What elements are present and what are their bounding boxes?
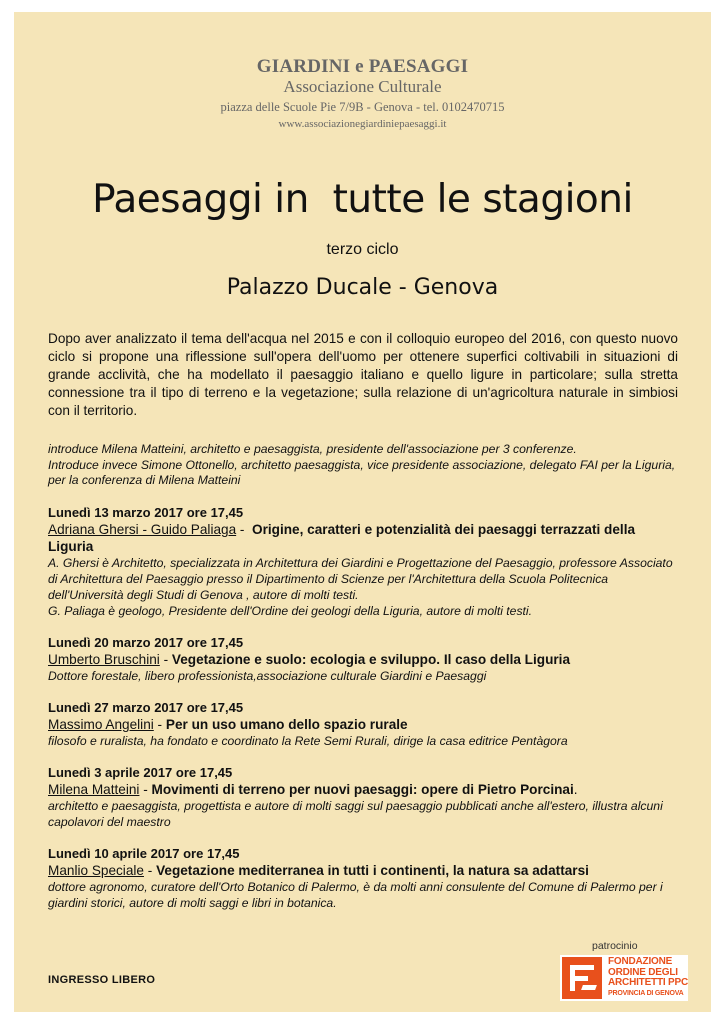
event-item [48,699,680,749]
event-item [48,634,680,684]
fondazione-architetti-logo [560,955,688,1001]
patronage-label: patrocinio [592,940,638,952]
org-title: GIARDINI e PAESAGGI [256,56,469,77]
page-title: Paesaggi in tutte le stagioni [92,177,633,222]
event-description: architetto e paesaggista, progettista e autore di molti saggi sul paesaggio pubblicati anche all'estero, illustra alcuni capolavori del maestro [48,799,663,829]
cycle-subtitle: terzo ciclo [326,241,399,258]
event-speaker: Umberto Bruschini [48,652,160,667]
event-separator: - [139,782,152,797]
event-date: Lunedì 20 marzo 2017 ore 17,45 [48,635,244,650]
event-date: Lunedì 10 aprile 2017 ore 17,45 [48,846,240,861]
event-separator: - [153,717,166,732]
venue: Palazzo Ducale - Genova [226,275,499,300]
event-separator: - [236,522,253,537]
event-topic: Movimenti di terreno per nuovi paesaggi: opere di Pietro Porcinai [151,782,574,797]
event-item [48,504,680,619]
event-description: G. Paliaga è geologo, Presidente dell'Ordine dei geologi della Liguria, autore di molti testi. [48,604,533,618]
event-line [48,862,680,879]
event-date: Lunedì 27 marzo 2017 ore 17,45 [48,700,244,715]
logo-line: PROVINCIA DI GENOVA [608,989,684,997]
event-item [48,845,680,911]
event-list [48,504,680,926]
event-separator: - [159,652,172,667]
event-line [48,651,680,668]
event-description: A. Ghersi è Architetto, specializzata in Architettura dei Giardini e Progettazione del Paesaggio, professore Associato di Architettura del Paesaggio presso il Dipartimento di Scienze per l'Architettura della Scuola Politecnica dell'Università degli Studi di Genova , autore di molti testi. [48,556,673,602]
event-description: Dottore forestale, libero professionista,associazione culturale Giardini e Paesaggi [48,669,487,683]
event-description: filosofo e ruralista, ha fondato e coordinato la Rete Semi Rurali, dirige la casa editrice Pentàgora [48,734,568,748]
poster [14,12,711,1012]
presenter-line: Introduce invece Simone Ottonello, architetto paesaggista, vice presidente associazione, delegato FAI per la Liguria, per la conferenza di Milena Matteini [48,457,676,487]
event-line [48,781,680,798]
event-speaker: Adriana Ghersi - Guido Paliaga [48,522,237,537]
logo-text [608,957,688,998]
event-tail: . [573,782,578,797]
event-topic: Vegetazione mediterranea in tutti i continenti, la natura sa adattarsi [156,863,589,878]
event-date: Lunedì 13 marzo 2017 ore 17,45 [48,505,244,520]
event-topic: Origine, caratteri e potenzialità dei paesaggi terrazzati della Liguria [48,522,636,554]
event-speaker: Milena Matteini [48,782,140,797]
logo-line: ORDINE DEGLI [608,966,678,978]
org-subtitle: Associazione Culturale [283,77,442,96]
event-date: Lunedì 3 aprile 2017 ore 17,45 [48,765,233,780]
event-topic: Vegetazione e suolo: ecologia e sviluppo. Il caso della Liguria [171,652,571,667]
event-speaker: Manlio Speciale [48,863,144,878]
event-line [48,521,680,555]
event-line [48,716,680,733]
event-speaker: Massimo Angelini [48,717,154,732]
intro-paragraph: Dopo aver analizzato il tema dell'acqua nel 2015 e con il colloquio europeo del 2016, con questo nuovo ciclo si propone una riflessione sull'opera dell'uomo per ottenere superfici coltivabili in situazioni di grande acclività, che ha modellato il paesaggio italiano e quello ligure in particolare; sulla stretta connessione tra il tipo di terreno e la vegetazione; sulla relazione di un'agricoltura naturale in simbiosi con il territorio. [48,331,678,418]
org-address: piazza delle Scuole Pie 7/9B - Genova - tel. 0102470715 [220,100,505,114]
org-website: www.associazionegiardiniepaesaggi.it [278,118,447,130]
logo-line: ARCHITETTI PPC [608,977,688,988]
event-description: dottore agronomo, curatore dell'Orto Botanico di Palermo, è da molti anni consulente del Comune di Palermo per i giardini storici, autore di molti saggi e libri in botanica. [48,880,663,910]
event-topic: Per un uso umano dello spazio rurale [165,717,408,732]
free-entry-label: INGRESSO LIBERO [48,974,156,986]
logo-mark-icon [562,957,602,999]
event-item [48,764,680,830]
presenter-note [48,442,678,489]
logo-line: FONDAZIONE [608,956,673,967]
presenter-line: introduce Milena Matteini, architetto e paesaggista, presidente dell'associazione per 3 conferenze. [48,442,577,456]
event-separator: - [143,863,157,878]
